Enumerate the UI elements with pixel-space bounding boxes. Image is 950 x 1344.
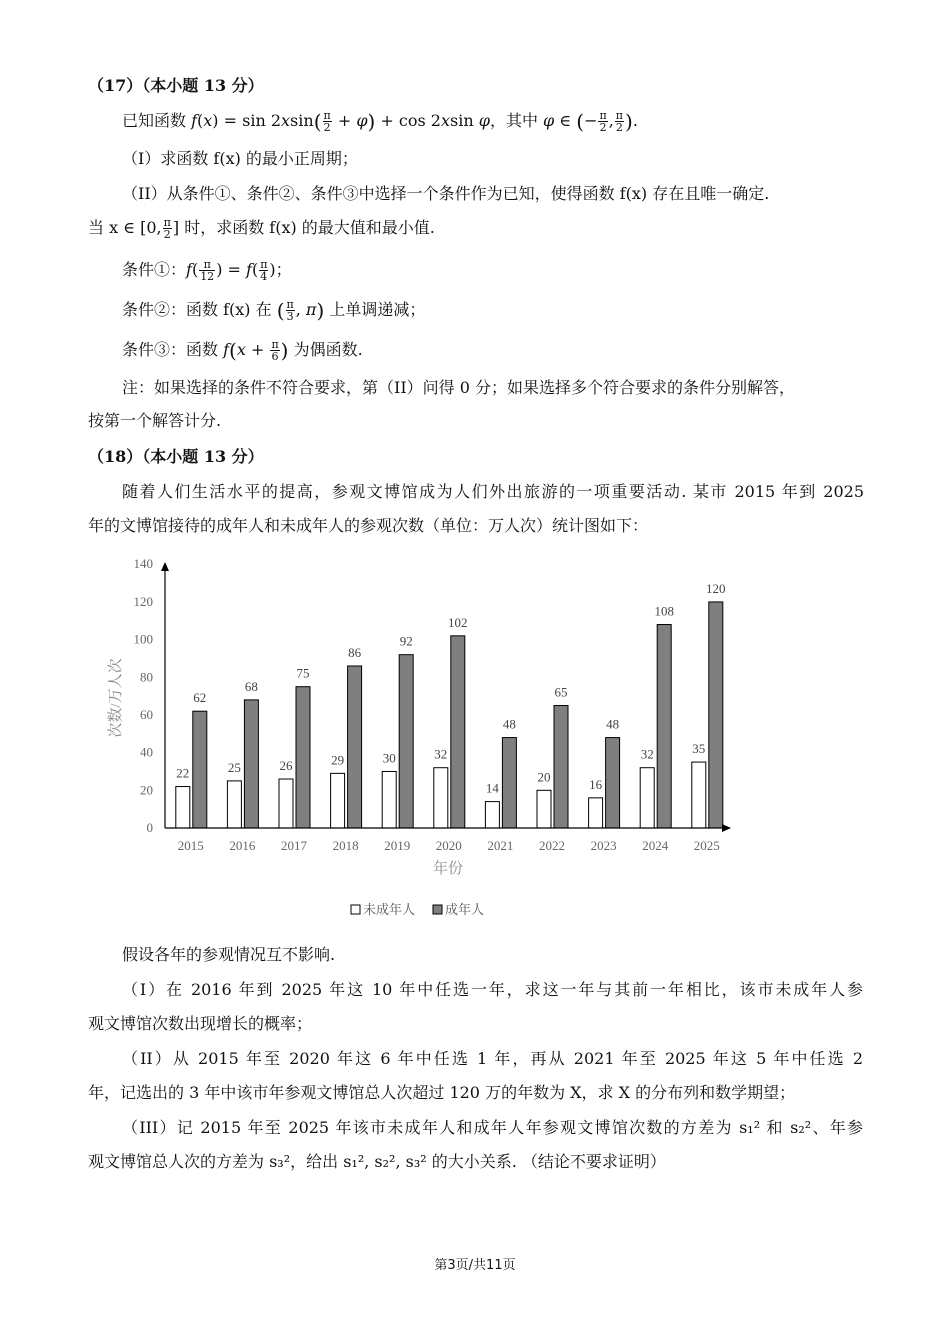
data-label-minor: 25 [227,759,241,775]
visitor-bar-chart [90,550,770,930]
bar-adult [502,738,516,828]
bar-minor [176,787,190,828]
x-tick-label: 2021 [487,838,514,853]
q17-part1: （I）求函数 f(x) 的最小正周期； [122,149,358,168]
data-label-adult: 48 [606,716,620,732]
data-label-minor: 26 [279,758,293,774]
x-tick-label: 2015 [177,838,204,853]
bar-minor [640,768,654,828]
q18-part2-line2: 年，记选出的 3 年中该市年参观文博馆总人次超过 120 万的年数为 X，求 X 的分布列和数学期望； [88,1083,796,1102]
data-label-minor: 35 [692,741,706,757]
bar-minor [485,802,499,828]
x-tick-label: 2018 [332,838,359,853]
bar-adult [657,625,671,828]
q17-condition-2: 条件②：函数 f(x) 在 ( $\frac{\pi}{3}$ , π) 上单调递减； [122,298,426,323]
x-axis-arrow [722,824,731,832]
q18-intro-line2: 年的文博馆接待的成年人和未成年人的参观次数（单位：万人次）统计图如下： [88,516,649,535]
bar-adult [193,711,207,828]
bar-adult [296,687,310,828]
data-label-minor: 29 [331,752,345,768]
y-tick-label: 40 [140,744,153,760]
q17-part2-line1: （II）从条件①、条件②、条件③中选择一个条件作为已知，使得函数 f(x) 存在且唯一确定. [122,184,770,203]
q17-note-line2: 按第一个解答计分. [88,411,222,430]
bar-minor [692,762,706,828]
bar-adult [244,700,258,828]
q18-part1-line1: （I）在 2016 年到 2025 年这 10 年中任选一年，求这一年与其前一年相比，该市未成年人参 [122,980,863,999]
x-tick-label: 2016 [229,838,256,853]
data-label-minor: 32 [640,746,654,762]
y-tick-label: 0 [146,820,153,835]
legend-swatch-minor [351,905,360,914]
data-label-minor: 14 [485,780,499,796]
data-label-adult: 48 [502,716,516,732]
bar-adult [554,706,568,828]
page-footer: 第3页/共11页 [434,1258,516,1273]
data-label-adult: 86 [348,644,362,660]
data-label-minor: 16 [589,776,603,792]
bar-minor [382,771,396,828]
x-tick-label: 2020 [435,838,462,853]
q18-assumption: 假设各年的参观情况互不影响. [122,945,336,964]
y-tick-label: 140 [133,556,153,572]
x-tick-label: 2025 [693,838,720,853]
y-tick-label: 120 [133,593,153,609]
y-tick-label: 20 [140,782,153,798]
q17-condition-3: 条件③：函数 f(x + $\frac{\pi}{6}$ ) 为偶函数. [122,338,363,363]
data-label-adult: 108 [654,603,674,619]
data-label-adult: 120 [706,580,726,596]
bar-adult [451,636,465,828]
y-tick-label: 80 [140,669,153,685]
data-label-minor: 20 [537,769,551,785]
bar-minor [589,798,603,828]
data-label-adult: 62 [193,690,207,706]
legend-label-minor: 未成年人 [363,902,416,917]
data-label-adult: 65 [554,684,568,700]
q18-part3-line2: 观文博馆总人次的方差为 s₃²，给出 s₁², s₂², s₃² 的大小关系. （结论不要求证明） [88,1152,666,1171]
x-tick-label: 2023 [590,838,617,853]
bar-minor [537,790,551,828]
y-axis-label: 次数/万人次 [108,658,124,738]
x-tick-label: 2022 [539,838,565,853]
bar-adult [399,655,413,828]
data-label-minor: 22 [176,765,190,781]
data-label-adult: 75 [296,665,310,681]
data-label-adult: 102 [448,614,468,630]
q17-note-line1: 注：如果选择的条件不符合要求，第（II）问得 0 分；如果选择多个符合要求的条件分别解答， [122,378,795,397]
q18-part1-line2: 观文博馆次数出现增长的概率； [88,1014,313,1033]
x-tick-label: 2024 [642,838,669,853]
q17-intro: 已知函数 f(x) = sin 2xsin( $\frac{\pi}{2}$ + φ) + cos 2xsin φ，其中 φ ∈ (− $\frac{\pi}{2}$ , $\frac{\pi}{2}$ ). [122,109,638,134]
q18-heading: （18）（本小题 13 分） [88,447,264,466]
q17-condition-1: 条件①：f( $\frac{\pi}{12}$ ) = f( $\frac{\pi}{4}$ )； [122,258,292,283]
bar-minor [331,773,345,828]
bar-minor [227,781,241,828]
bar-adult [348,666,362,828]
data-label-minor: 30 [382,750,396,766]
q18-intro-line1: 随着人们生活水平的提高，参观文博馆成为人们外出旅游的一项重要活动. 某市 2015 年到 2025 [122,482,864,501]
bar-minor [279,779,293,828]
y-tick-label: 60 [140,706,153,722]
bar-minor [434,768,448,828]
x-tick-label: 2019 [384,838,411,853]
y-tick-label: 100 [133,631,153,647]
q18-part3-line1: （III）记 2015 年至 2025 年该市未成年人和成年人年参观文博馆次数的方差为 s₁² 和 s₂²、年参 [122,1118,863,1137]
q17-part2-line2: 当 x ∈ [0, $\frac{\pi}{2}$ ] 时，求函数 f(x) 的最大值和最小值. [88,216,435,241]
data-label-adult: 92 [399,633,413,649]
q18-part2-line1: （II）从 2015 年至 2020 年这 6 年中任选 1 年，再从 2021 年至 2025 年这 5 年中任选 2 [122,1049,863,1068]
legend-swatch-adult [433,905,442,914]
bar-adult [709,602,723,828]
legend [351,902,484,917]
data-label-adult: 68 [244,678,258,694]
y-axis-arrow [161,562,169,571]
legend-label-adult: 成年人 [445,902,485,917]
data-label-minor: 32 [434,746,448,762]
bar-adult [606,738,620,828]
x-axis-label: 年份 [432,861,464,877]
x-tick-label: 2017 [281,838,307,853]
q17-heading: （17）（本小题 13 分） [88,76,264,95]
